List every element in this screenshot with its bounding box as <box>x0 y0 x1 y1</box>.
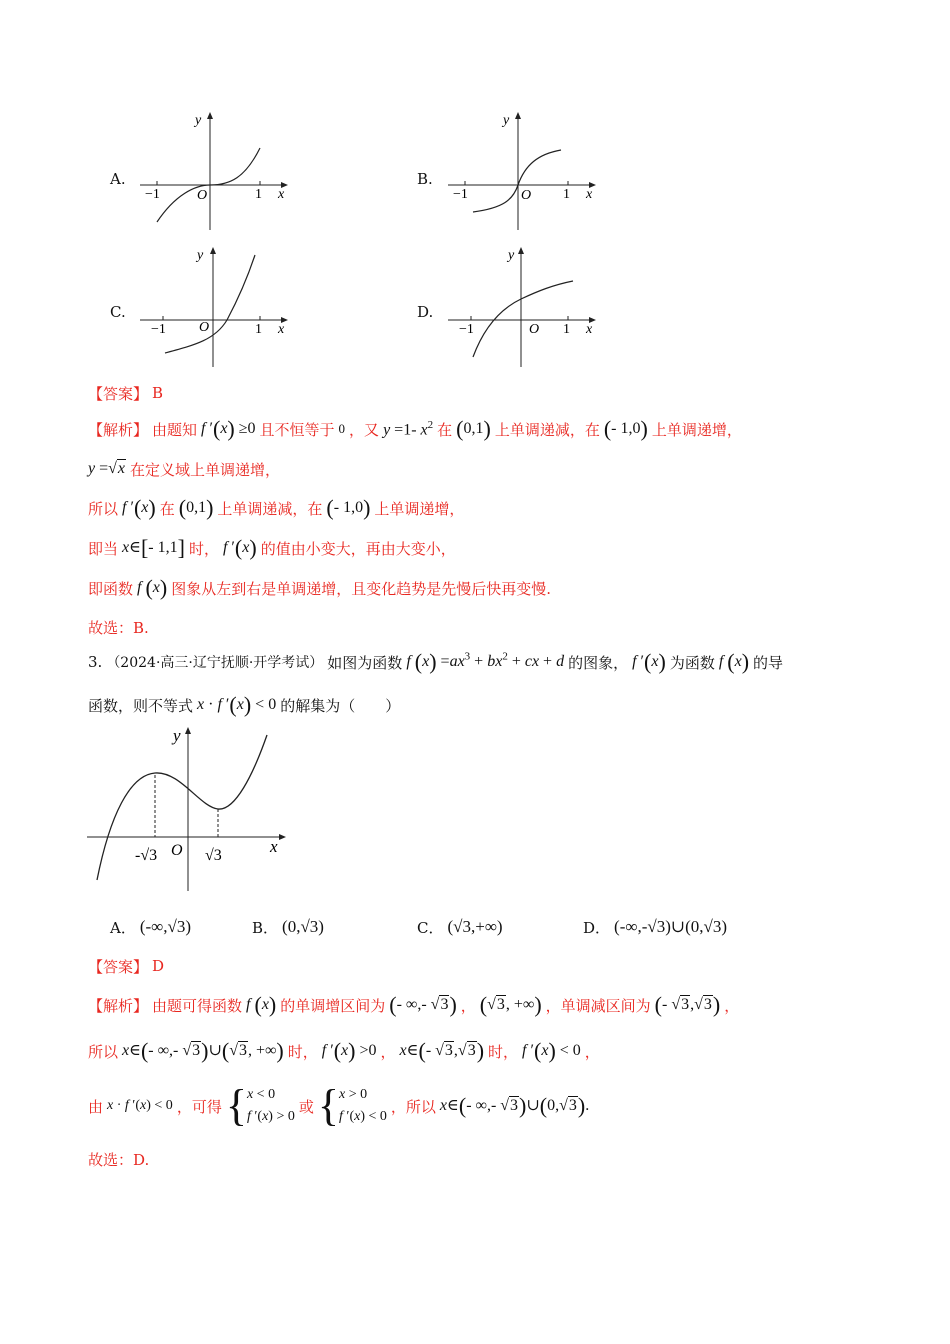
q2-analysis-line-4: 即当 x∈[- 1,1] 时， f ′(x) 的值由小变大，再由大变小， <box>88 535 456 560</box>
math-interval-neg1-0: (- 1,0) <box>603 416 648 441</box>
answer-value: D <box>152 957 165 975</box>
option-c-label: C. <box>110 303 126 321</box>
y-axis-label: y <box>195 113 202 128</box>
x-axis-label: x <box>586 187 593 202</box>
answer-label: 【答案】 <box>88 384 149 403</box>
answer-label: 【答案】 <box>88 957 149 976</box>
math-fprime-ge-0: f ′(x) ≥0 <box>201 416 256 441</box>
tick-sqrt3: √3 <box>205 847 222 864</box>
tick-one: 1 <box>563 187 570 202</box>
q3-option-a[interactable] <box>110 910 195 944</box>
math-x-in-interval: x∈[- 1,1] <box>122 535 185 560</box>
q3-answer <box>88 953 168 979</box>
graph-option-b <box>443 110 603 235</box>
tick-one: 1 <box>255 187 262 202</box>
math-inequality: x · f ′(x) < 0 <box>197 692 277 717</box>
curve-d <box>473 281 573 357</box>
q2-analysis-line-2: y =√x 在定义域上单调递增， <box>88 460 281 479</box>
q3-function-graph <box>85 725 290 895</box>
option-a-label: A. <box>110 170 126 188</box>
question-number: 3. <box>88 653 103 671</box>
q3-analysis-line-1: 【解析】 由题可得函数 f (x) 的单调增区间为 (- ∞,- √3) ， (√3, +∞) ，单调减区间为 (- √3,√3) ， <box>88 992 740 1017</box>
tick-neg-one: −1 <box>453 187 468 202</box>
x-axis-label: x <box>278 322 285 337</box>
x-axis-label: x <box>270 837 278 856</box>
q3-conclusion: 故选：D. <box>88 1150 150 1169</box>
option-value: (-∞,-√3)∪(0,√3) <box>614 917 728 936</box>
q3-stem-line-1: 3. （2024·高三·辽宁抚顺·开学考试） 如图为函数 f $(x) =ax^3 + bx^2$ + cx + d 的图象， f ′(x) 为函数 f (x) 的导 <box>88 649 784 674</box>
tick-neg-sqrt3: -√3 <box>135 847 158 864</box>
option-value: (0,√3) <box>282 917 324 936</box>
option-label: D． <box>583 918 611 937</box>
y-axis-label: y <box>197 248 204 263</box>
analysis-label: 【解析】 <box>88 420 149 439</box>
analysis-label: 【解析】 <box>88 996 149 1015</box>
graph-option-d <box>443 245 603 370</box>
y-axis-label: y <box>173 726 181 745</box>
option-label: B． <box>252 918 279 937</box>
origin-label: O <box>171 842 183 859</box>
math-y-sqrt-x: y =√x <box>88 460 126 477</box>
q3-stem-line-2: 函数，则不等式 x · f ′(x) < 0 的解集为（ ） <box>88 692 401 717</box>
q2-analysis-line-5: 即函数 f (x) 图象从左到右是单调递增，且变化趋势是先慢后快再变慢. <box>88 575 552 600</box>
q2-analysis-line-1: 【解析】 由题知 f ′(x) ≥0 且不恒等于 0 ，又 y =1- $x^2$ 在 (0,1) 上单调递减，在 (- 1,0) 上单调递增， <box>88 416 742 441</box>
tick-one: 1 <box>563 322 570 337</box>
graph-option-a <box>135 110 295 235</box>
x-axis-label: x <box>586 322 593 337</box>
math-cubic-function: f $(x) =ax^3 + bx^2$ + cx + d <box>406 649 565 674</box>
y-axis-label: y <box>503 113 510 128</box>
origin-label: O <box>197 188 208 203</box>
math-y-1-x2: y =1- $x^2$ <box>383 418 434 439</box>
q3-analysis-line-3: 由 x · f ′(x) < 0 ，可得 { x < 0 f ′(x) > 0 或 { x > 0 f ′(x) < 0 ，所以 x∈(- ∞,- √3)∪(0,√3). <box>88 1081 590 1130</box>
graph-option-c <box>135 245 295 370</box>
q2-conclusion: 故选：B. <box>88 618 149 637</box>
tick-neg-one: −1 <box>151 322 166 337</box>
q2-analysis-line-3: 所以 f ′(x) 在 (0,1) 上单调递减，在 (- 1,0) 上单调递增， <box>88 495 465 520</box>
origin-label: O <box>529 322 540 337</box>
tick-neg-one: −1 <box>145 187 160 202</box>
system-1: { x < 0 f ′(x) > 0 <box>225 1081 295 1130</box>
origin-label: O <box>521 188 532 203</box>
q3-option-c[interactable] <box>417 910 507 944</box>
system-2: { x > 0 f ′(x) < 0 <box>317 1081 387 1130</box>
origin-label: O <box>199 320 210 335</box>
question-source: （2024·高三·辽宁抚顺·开学考试） <box>106 655 324 671</box>
q3-option-d[interactable] <box>583 910 731 944</box>
math-interval-0-1: (0,1) <box>456 416 491 441</box>
x-axis-label: x <box>278 187 285 202</box>
option-value: (-∞,√3) <box>139 917 192 936</box>
tick-neg-one: −1 <box>459 322 474 337</box>
option-b-label: B. <box>417 170 433 188</box>
option-label: A． <box>110 918 136 937</box>
tick-one: 1 <box>255 322 262 337</box>
q3-option-b[interactable] <box>252 910 328 944</box>
option-d-label: D. <box>417 303 434 321</box>
option-label: C． <box>417 918 444 937</box>
curve-b <box>473 150 561 212</box>
answer-value: B <box>152 384 164 402</box>
q2-answer <box>88 380 167 406</box>
y-axis-label: y <box>508 248 515 263</box>
option-value: (√3,+∞) <box>447 917 503 936</box>
curve-c <box>165 255 255 353</box>
q3-analysis-line-2: 所以 x∈(- ∞,- √3)∪(√3, +∞) 时， f ′(x) >0 ， x∈(- √3,√3) 时， f ′(x) < 0 ， <box>88 1038 600 1063</box>
